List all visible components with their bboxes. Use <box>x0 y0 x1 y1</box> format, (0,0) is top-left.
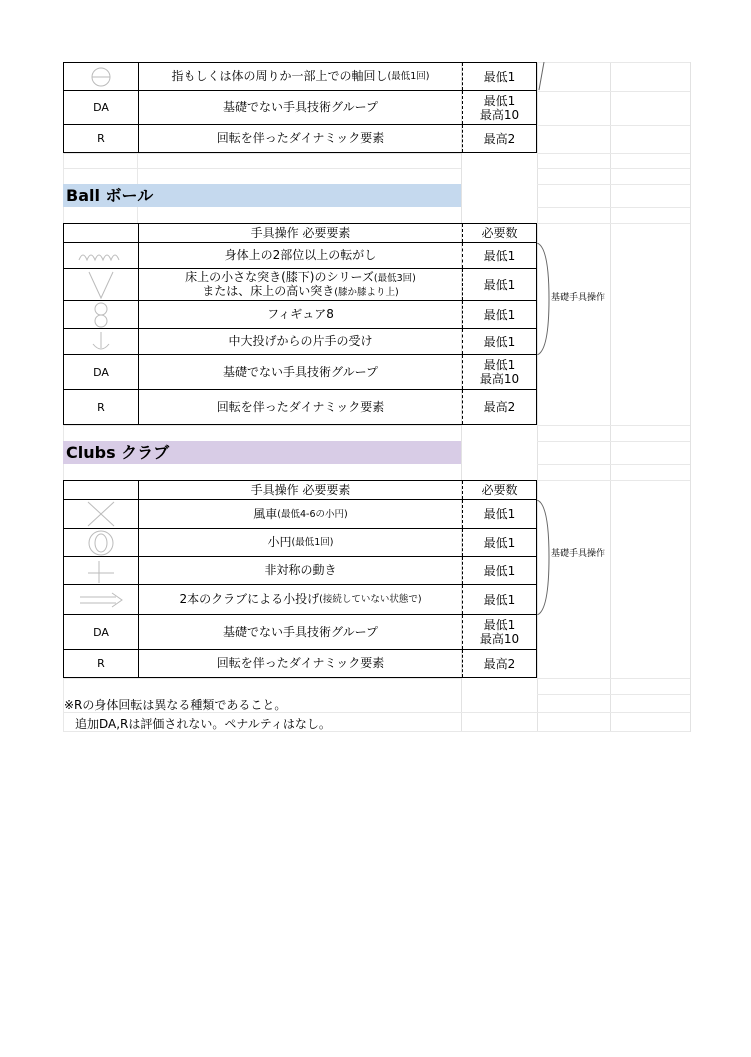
requirement-count: 最高2 <box>483 400 516 414</box>
element-note: (接続していない状態で) <box>319 594 422 605</box>
requirement-count: 最低1 <box>483 307 516 322</box>
element-code: DA <box>93 101 109 114</box>
table-row <box>63 500 537 529</box>
brace-label-ball: 基礎手具操作 <box>551 293 606 303</box>
requirement-count: 最高2 <box>483 131 516 146</box>
element-label: 小円 <box>267 535 292 549</box>
element-label: 身体上の2部位以上の転がし <box>224 248 377 262</box>
requirement-count: 最低1 <box>483 535 516 550</box>
roll-loops-icon <box>64 243 139 268</box>
element-label: 中大投げからの片手の受け <box>228 334 373 348</box>
table-row <box>63 91 537 125</box>
small-circles-icon <box>64 529 139 556</box>
table-row <box>63 329 537 355</box>
table-row <box>63 615 537 650</box>
requirement-min: 最低1 <box>483 93 516 108</box>
header-count: 必要数 <box>481 226 518 240</box>
element-label: 回転を伴ったダイナミック要素 <box>216 399 385 414</box>
element-code: R <box>97 400 105 414</box>
one-hand-catch-icon <box>64 329 139 354</box>
element-label: 基礎でない手具技術グループ <box>222 100 379 114</box>
table-row <box>63 125 537 153</box>
requirement-min: 最低1 <box>483 618 516 632</box>
element-note: (最低1回) <box>291 537 334 548</box>
requirement-count: 最低1 <box>483 277 516 292</box>
table-row <box>63 390 537 425</box>
requirement-max: 最高10 <box>479 372 520 386</box>
element-label: 回転を伴ったダイナミック要素 <box>216 131 385 145</box>
note-line-1: ※Rの身体回転は異なる種類であること。 <box>64 698 287 712</box>
brace-label-clubs: 基礎手具操作 <box>551 549 606 559</box>
element-code: DA <box>93 625 109 639</box>
element-label: 非対称の動き <box>264 563 337 577</box>
element-code: R <box>97 657 105 670</box>
brace-icon <box>537 243 551 355</box>
element-label: 基礎でない手具技術グループ <box>222 624 379 639</box>
note-line-2: 追加DA,Rは評価されない。ペナルティはなし。 <box>75 717 331 731</box>
element-code: R <box>97 132 105 145</box>
v-bounce-icon <box>64 269 139 300</box>
element-note: (最低4-6の小円) <box>277 508 348 520</box>
element-label: 風車 <box>253 506 278 521</box>
element-label-2: または、床上の高い突き <box>202 283 335 298</box>
section-title-ball: Ball ボール <box>63 184 461 207</box>
requirement-count: 最低1 <box>483 248 516 263</box>
requirement-max: 最高10 <box>479 632 520 646</box>
figure-eight-icon <box>64 301 139 328</box>
table-row <box>63 650 537 678</box>
table-row <box>63 269 537 301</box>
table-row <box>63 529 537 557</box>
element-label: 回転を伴ったダイナミック要素 <box>216 656 385 670</box>
header-requirements: 手具操作 必要要素 <box>250 482 351 497</box>
element-note: (最低1回) <box>387 71 430 82</box>
brace-icon <box>537 500 551 615</box>
requirement-min: 最低1 <box>483 358 516 372</box>
requirement-max: 最高10 <box>479 107 520 122</box>
requirement-count: 最高2 <box>483 656 516 671</box>
element-label: 基礎でない手具技術グループ <box>222 364 379 379</box>
header-requirements: 手具操作 必要要素 <box>250 225 351 240</box>
table-row <box>63 355 537 390</box>
requirement-count: 最低1 <box>483 592 516 607</box>
element-code: DA <box>93 365 109 379</box>
theta-circle-icon <box>64 63 139 90</box>
requirement-count: 最低1 <box>483 334 516 349</box>
table-row <box>63 301 537 329</box>
section-title-clubs: Clubs クラブ <box>63 441 461 464</box>
requirement-count: 最低1 <box>483 563 516 578</box>
table-row <box>63 557 537 585</box>
table-header <box>63 480 537 500</box>
table-row <box>63 585 537 615</box>
brace-tail-icon <box>537 62 547 92</box>
element-label: 2本のクラブによる小投げ <box>179 592 320 606</box>
table-row <box>63 62 537 91</box>
double-arrow-icon <box>64 585 139 614</box>
windmill-x-icon <box>64 500 139 528</box>
requirement-count: 最低1 <box>483 507 516 521</box>
table-header <box>63 223 537 243</box>
header-count: 必要数 <box>481 483 518 497</box>
element-label: 床上の小さな突き(膝下)のシリーズ <box>185 269 374 284</box>
table-row <box>63 243 537 269</box>
element-label: フィギュア8 <box>267 307 334 321</box>
element-label: 指もしくは体の周りか一部上での軸回し <box>171 69 388 83</box>
element-note-2: (膝か膝より上) <box>334 286 399 298</box>
element-note: (最低3回) <box>373 272 416 284</box>
asymmetric-cross-icon <box>64 557 139 584</box>
requirement-count: 最低1 <box>483 69 516 84</box>
